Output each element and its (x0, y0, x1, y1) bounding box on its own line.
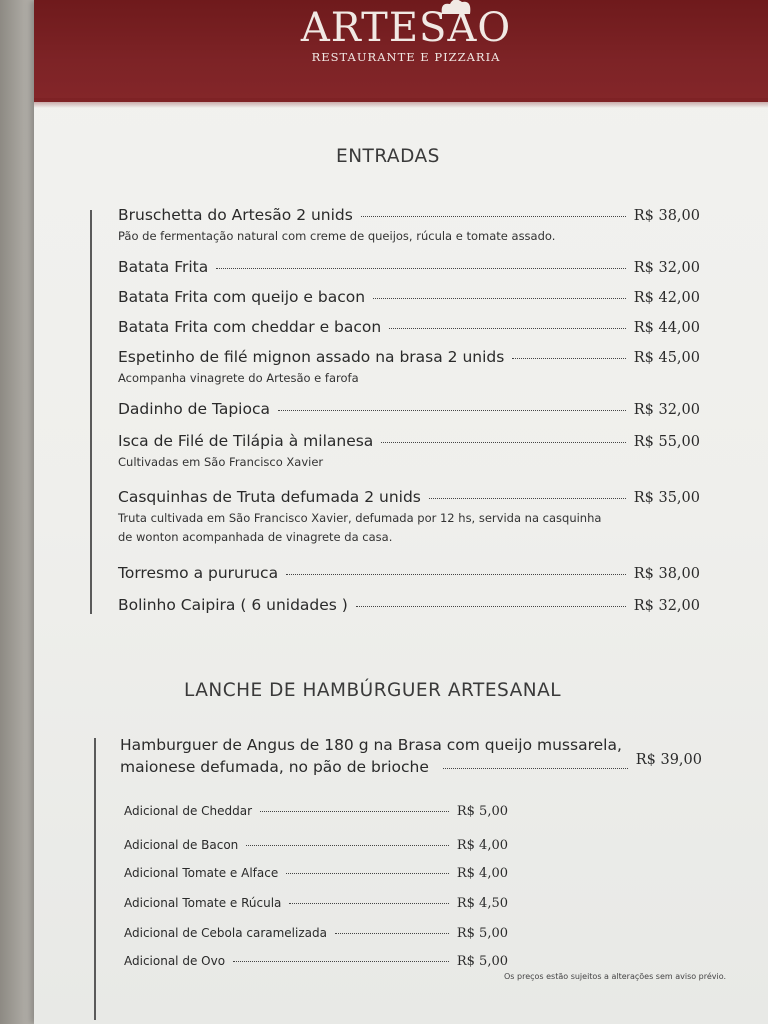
item-price: R$ 32,00 (633, 260, 700, 276)
menu-item (118, 400, 700, 418)
item-name: Batata Frita com queijo e bacon (118, 288, 366, 306)
leader-dots (335, 933, 449, 934)
addon-price: R$ 5,00 (456, 804, 508, 819)
burger-description-cont: maionese defumada, no pão de brioche (120, 758, 429, 776)
leader-dots (373, 298, 626, 299)
item-description: Truta cultivada em São Francisco Xavier, defumada por 12 hs, servida na casquinha (118, 511, 602, 525)
addon-price: R$ 4,00 (456, 866, 508, 881)
menu-item (118, 432, 700, 471)
item-name: Dadinho de Tapioca (118, 400, 270, 418)
addon-name: Adicional de Ovo (124, 954, 226, 968)
menu-item (118, 206, 700, 245)
leader-dots (289, 903, 448, 904)
section-rule (90, 210, 92, 614)
addon-item (124, 804, 508, 819)
item-price: R$ 44,00 (633, 320, 700, 336)
item-description: Pão de fermentação natural com creme de queijos, rúcula e tomate assado. (118, 229, 556, 243)
addon-name: Adicional de Cheddar (124, 804, 253, 818)
item-name: Casquinhas de Truta defumada 2 unids (118, 488, 421, 506)
leader-dots (246, 845, 449, 846)
section-title-entradas: ENTRADAS (336, 146, 440, 167)
item-name: Espetinho de filé mignon assado na brasa 2 unids (118, 348, 505, 366)
addon-name: Adicional Tomate e Rúcula (124, 896, 282, 910)
leader-dots (356, 606, 626, 607)
leader-dots (361, 216, 626, 217)
item-description: Acompanha vinagrete do Artesão e farofa (118, 371, 359, 385)
leader-dots (286, 574, 626, 575)
item-name: Batata Frita com cheddar e bacon (118, 318, 382, 336)
page-shadow-edge (0, 0, 38, 1024)
leader-dots (429, 498, 626, 499)
addon-item (124, 954, 508, 969)
menu-item (118, 288, 700, 306)
item-name: Batata Frita (118, 258, 209, 276)
leader-dots (443, 768, 628, 769)
item-price: R$ 38,00 (633, 208, 700, 224)
item-description-cont: de wonton acompanhada de vinagrete da casa. (118, 530, 393, 544)
addon-item (124, 926, 508, 941)
leader-dots (512, 358, 625, 359)
item-price: R$ 45,00 (633, 350, 700, 366)
item-name: Bolinho Caipira ( 6 unidades ) (118, 596, 348, 614)
brand-logo (296, 0, 516, 64)
leader-dots (260, 811, 449, 812)
leader-dots (278, 410, 626, 411)
leader-dots (389, 328, 626, 329)
leader-dots (381, 442, 625, 443)
burger-description: Hamburguer de Angus de 180 g na Brasa com queijo mussarela, (120, 736, 622, 754)
menu-item (118, 596, 700, 614)
brand-subtitle: RESTAURANTE E PIZZARIA (311, 50, 501, 64)
item-price: R$ 32,00 (633, 402, 700, 418)
leader-dots (233, 961, 449, 962)
leader-dots (286, 873, 449, 874)
addon-name: Adicional Tomate e Alface (124, 866, 279, 880)
header-banner (34, 0, 768, 102)
menu-item (118, 564, 700, 582)
addon-price: R$ 4,50 (456, 896, 508, 911)
burger-price: R$ 39,00 (635, 752, 702, 768)
addon-item (124, 838, 508, 853)
item-price: R$ 38,00 (633, 566, 700, 582)
addon-name: Adicional de Cebola caramelizada (124, 926, 327, 940)
addon-item (124, 896, 508, 911)
brand-name: ARTESÃO (300, 5, 512, 51)
item-price: R$ 35,00 (633, 490, 700, 506)
item-price: R$ 55,00 (633, 434, 700, 450)
addon-name: Adicional de Bacon (124, 838, 239, 852)
section-title-lanche: LANCHE DE HAMBÚRGUER ARTESANAL (184, 680, 562, 701)
menu-item (118, 348, 700, 387)
burger-item (120, 734, 702, 778)
item-price: R$ 32,00 (633, 598, 700, 614)
addon-price: R$ 5,00 (456, 926, 508, 941)
menu-item (118, 258, 700, 276)
item-name: Bruschetta do Artesão 2 unids (118, 206, 353, 224)
menu-item (118, 318, 700, 336)
item-name: Torresmo a pururuca (118, 564, 279, 582)
leader-dots (216, 268, 625, 269)
menu-item (118, 488, 700, 547)
item-price: R$ 42,00 (633, 290, 700, 306)
addon-item (124, 866, 508, 881)
section-rule (94, 738, 96, 1020)
addon-price: R$ 5,00 (456, 954, 508, 969)
price-disclaimer: Os preços estão sujeitos a alterações sem aviso prévio. (504, 972, 727, 981)
addon-price: R$ 4,00 (456, 838, 508, 853)
item-name: Isca de Filé de Tilápia à milanesa (118, 432, 374, 450)
item-description: Cultivadas em São Francisco Xavier (118, 455, 324, 469)
